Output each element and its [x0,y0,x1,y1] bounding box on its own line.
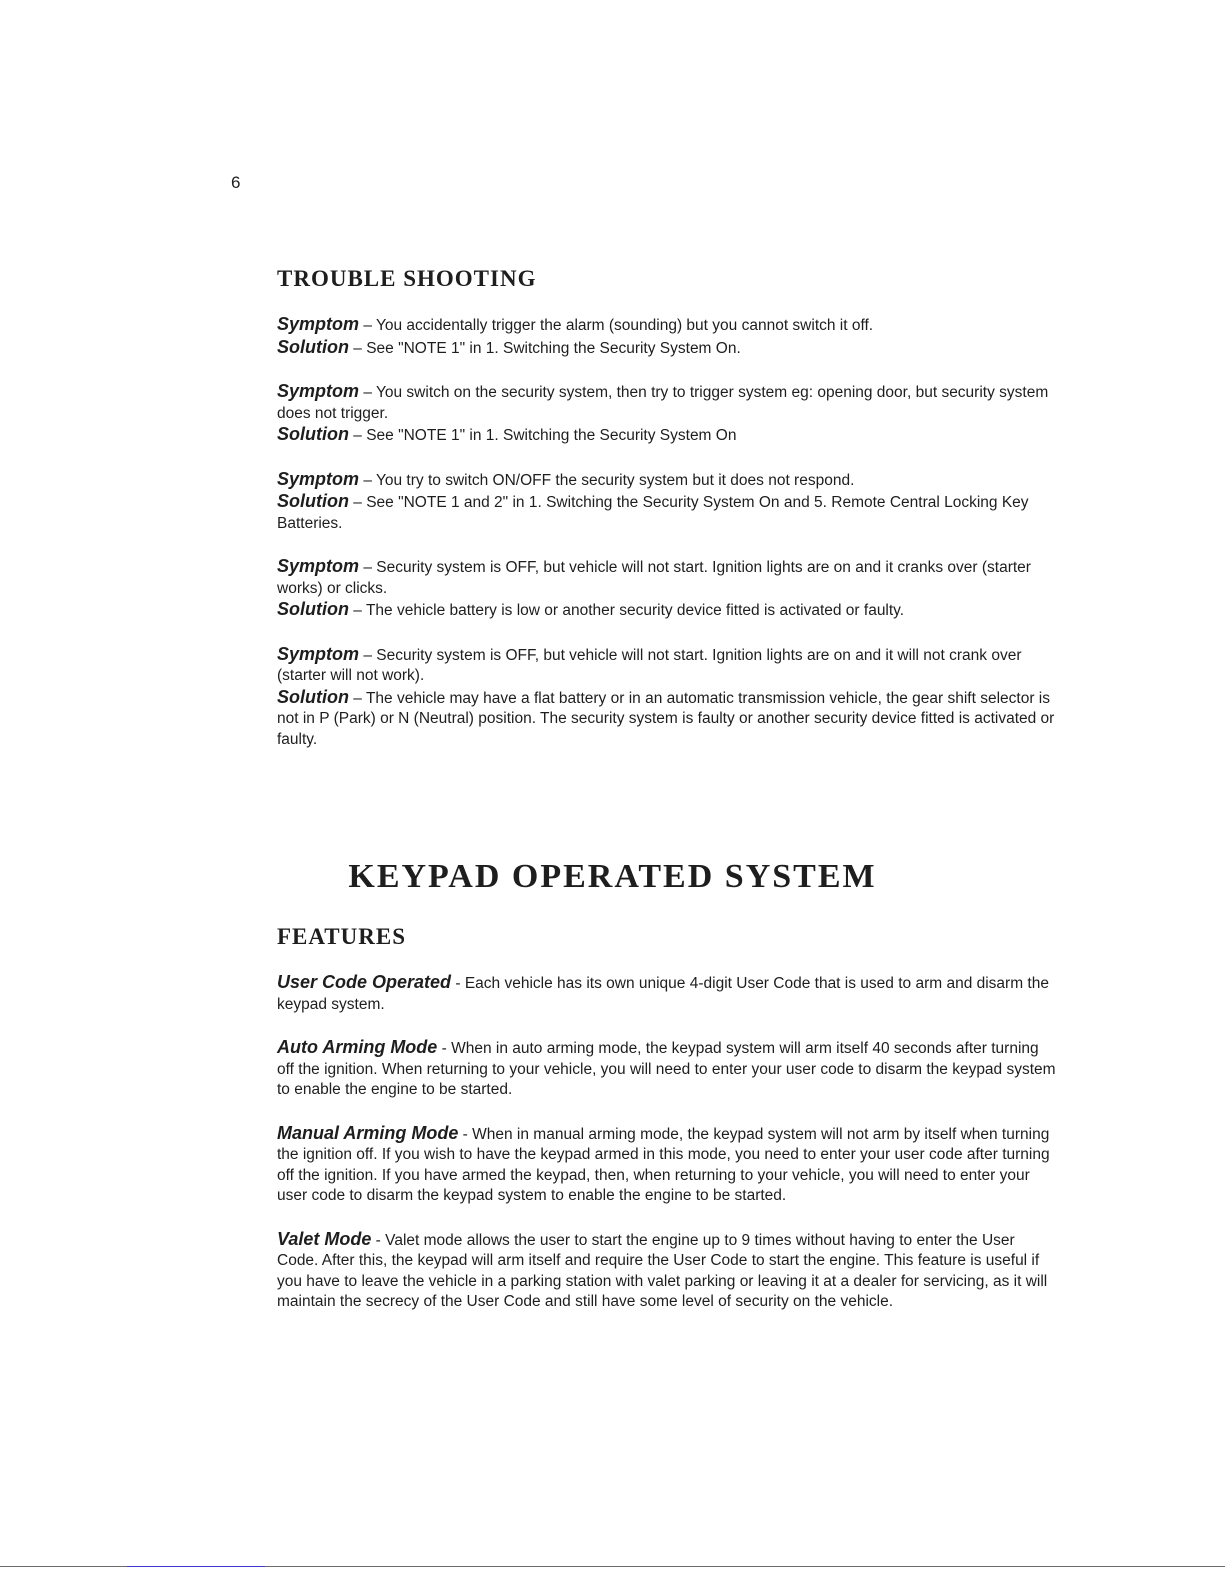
solution-text: – See "NOTE 1" in 1. Switching the Security System On [348,427,737,444]
symptom-text: – You switch on the security system, then try to trigger system eg: opening door, but security system does not trigger. [277,384,1049,422]
symptom [277,556,1057,599]
symptom [277,314,1057,337]
solution [277,599,1057,622]
feature-text: - Valet mode allows the user to start the engine up to 9 times without having to enter the User Code. After this, the keypad will arm itself and require the User Code to start the engine. This feature is useful if you have to leave the vehicle in a parking station with valet parking or leaving it at a dealer for servicing, as it will maintain the secrecy of the User Code and still have some level of security on the vehicle. [277,1231,1048,1310]
features-section [277,924,1057,1335]
symptom-label: Symptom [277,643,360,664]
trouble-shooting-section [277,266,1057,750]
symptom [277,381,1057,424]
solution-text: – See "NOTE 1" in 1. Switching the Security System On. [348,339,741,357]
page-number: 6 [231,173,241,192]
feature-item [277,1037,1057,1101]
solution-text: – The vehicle battery is low or another security device fitted is activated or faulty. [348,602,905,619]
feature-item [277,1123,1057,1207]
feature-item [277,1229,1057,1313]
feature-term: Valet Mode [277,1228,372,1249]
feature-text: - When in manual arming mode, the keypad system will not arm by itself when turning the ignition off. If you wish to have the keypad armed in this mode, you need to enter your user code after turning off the ignition. If you have armed the keypad, then, when returning to your vehicle, you will need to enter your user code to disarm the keypad system to enable the engine to be started. [277,1125,1050,1204]
feature-item [277,972,1057,1015]
symptom-text: – Security system is OFF, but vehicle will not start. Ignition lights are on and it cranks over (starter works) or clicks. [277,559,1031,597]
features-heading: FEATURES [277,924,406,949]
feature-text: - When in auto arming mode, the keypad system will arm itself 40 seconds after turning off the ignition. When returning to your vehicle, you will need to enter your user code to disarm the keypad system to enable the engine to be started. [277,1040,1056,1098]
solution-label: Solution [277,599,349,619]
symptom-text: – You try to switch ON/OFF the security system but it does not respond. [359,471,855,489]
solution-text: – The vehicle may have a flat battery or in an automatic transmission vehicle, the gear shift selector is not in P (Park) or N (Neutral) position. The security system is faulty or another security device fitted is activated or faulty. [277,689,1055,748]
symptom-text: – You accidentally trigger the alarm (sounding) but you cannot switch it off. [359,317,874,334]
feature-term: Auto Arming Mode [277,1037,438,1057]
symptom [277,469,1057,492]
symptom-text: – Security system is OFF, but vehicle will not start. Ignition lights are on and it will not crank over (starter will not work). [277,646,1022,684]
symptom-label: Symptom [277,381,360,401]
solution-label: Solution [277,491,349,511]
trouble-shooting-heading: TROUBLE SHOOTING [277,266,537,291]
solution [277,424,1057,447]
feature-term: User Code Operated [277,972,452,992]
solution [277,337,1057,360]
feature-text: - Each vehicle has its own unique 4-digit User Code that is used to arm and disarm the keypad system. [277,975,1049,1013]
troubleshoot-entry [277,314,1057,359]
troubleshoot-entry [277,556,1057,622]
symptom-label: Symptom [277,314,360,334]
keypad-operated-system-title: KEYPAD OPERATED SYSTEM [348,858,877,895]
footer-link-underline [127,1566,265,1567]
symptom-label: Symptom [277,556,360,576]
troubleshoot-entry [277,644,1057,751]
solution-label: Solution [277,686,349,707]
symptom [277,644,1057,687]
solution-label: Solution [277,424,349,444]
solution [277,687,1057,751]
troubleshoot-entry [277,381,1057,447]
feature-term: Manual Arming Mode [277,1122,459,1143]
solution-text: – See "NOTE 1 and 2" in 1. Switching the Security System On and 5. Remote Central Locking Key Batteries. [277,494,1029,532]
solution-label: Solution [277,336,349,357]
symptom-label: Symptom [277,468,360,489]
solution [277,491,1057,534]
troubleshoot-entry [277,469,1057,535]
